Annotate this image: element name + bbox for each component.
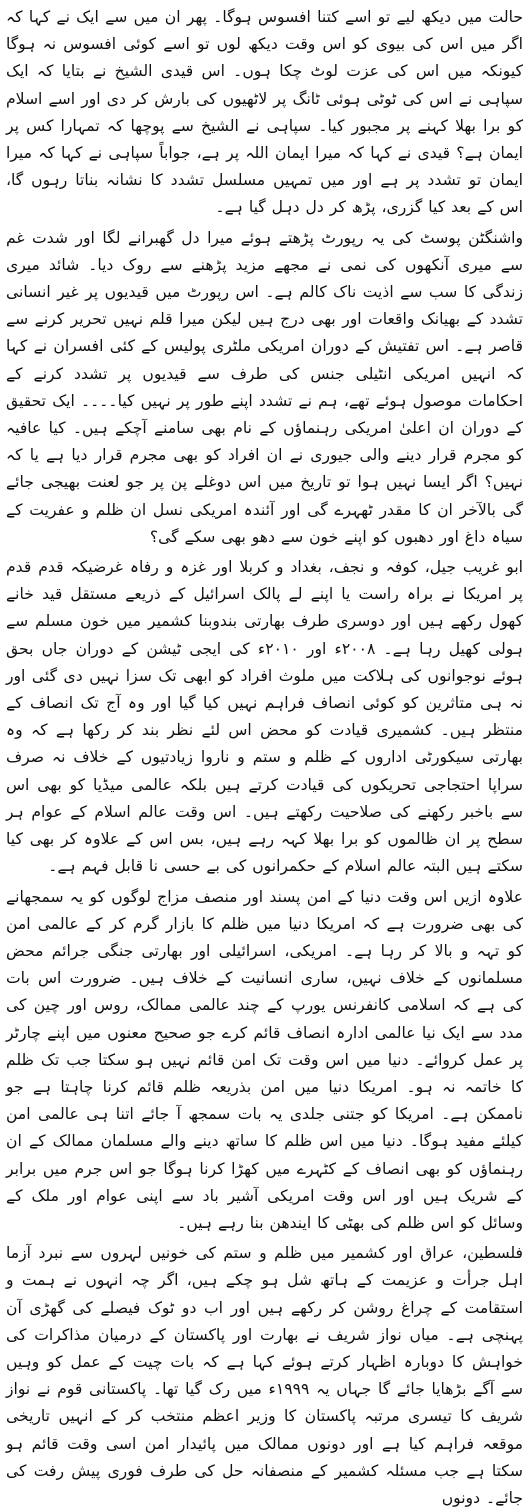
article-paragraph-2: واشنگٹن پوسٹ کی یہ رپورٹ پڑھتے ہوئے میرا دل گھبرانے لگا اور شدت غم سے میری آنکھوں کی نمی نے مجھے مزید پڑھنے سے روک دیا۔ شائد میری زندگی کا سب سے اذیت ناک کالم ہے۔ اس رپورٹ میں قیدیوں پر غیر انسانی تشدد کے بھیانک واقعات اور بھی درج ہیں لیکن میرا قلم نہیں تحریر کرنے سے قاصر ہے۔ اس تفتیش کے دوران امریکی ملٹری پولیس کے کئی افسران نے کہا کہ انہیں امریکی انٹیلی جنس کی طرف سے قیدیوں پر تشدد کرنے کے احکامات موصول ہوئے تھے، ہم نے تشدد اپنے طور پر نہیں کیا۔۔۔۔ ایک تحقیق کے دوران ان اعلیٰ امریکی رہنماؤں کے نام بھی سامنے آچکے ہیں۔ کیا عافیہ کو مجرم قرار دینے والی جیوری نے ان افراد کو بھی مجرم قرار دیا ہے یا کہ نہیں؟ اگر ایسا نہیں ہوا تو تاریخ میں اس دوغلے پن پر جو لعنت بھیجی جائے گی بالآخر ان کا مقدر ٹھہرے گی اور آئندہ امریکی نسل ان ظلم و عفریت کے سیاہ داغ اور دھبوں کو اپنے خون سے دھو بھی سکے گی؟ — [6, 228, 523, 546]
article-paragraph-1: حالت میں دیکھ لیے تو اسے کتنا افسوس ہوگا۔ پھر ان میں سے ایک نے کہا کہ اگر میں اس کی بیوی کو اس وقت دیکھ لوں تو اسے کوئی افسوس نہ ہوگا کیونکہ میں اس کی عزت لوٹ چکا ہوں۔ اس قیدی الشیخ نے بتایا کہ ایک سپاہی نے اس کی ٹوٹی ہوئی ٹانگ پر لاٹھیوں کی بارش کر دی اور اسے اسلام کو برا بھلا کہنے پر مجبور کیا۔ سپاہی نے الشیخ سے پوچھا کہ تمہارا کس پر ایمان ہے؟ قیدی نے کہا کہ میرا ایمان اللہ پر ہے، جواباً سپاہی نے کہا کہ میرا ایمان تو تشدد پر ہے اور میں تمہیں مسلسل تشدد کا نشانہ بناتا رہوں گا، اس کے بعد کیا گزری، پڑھ کر دل دہل گیا ہے۔ — [6, 8, 523, 217]
article-paragraph-5: فلسطین، عراق اور کشمیر میں ظلم و ستم کی خونیں لہروں سے نبرد آزما اہل جرأت و عزیمت کے ہاتھ شل ہو چکے ہیں، اگر چہ انہوں نے ہمت و استقامت کے چراغ روشن کر رکھے ہیں اور اب دو ٹوک فیصلے کی گھڑی آن پہنچی ہے۔ میاں نواز شریف نے بھارت اور پاکستان کے درمیان مذاکرات کی خواہش کا دوبارہ اظہار کرتے ہوئے کہا ہے کہ بات چیت کے عمل کو وہیں سے آگے بڑھایا جائے گا جہاں یہ ۱۹۹۹ء میں رک گیا تھا۔ پاکستانی قوم نے نواز شریف کا تیسری مرتبہ پاکستان کا وزیر اعظم منتخب کر کے انہیں تاریخی موقعہ فراہم کیا ہے اور دونوں ممالک میں پائیدار امن اسی وقت قائم ہو سکتا ہے جب مسئلہ کشمیر کے منصفانہ حل کی طرف فوری پیش رفت کی جائے۔ دونوں — [6, 1244, 523, 1507]
article-paragraph-3: ابو غریب جیل، کوفہ و نجف، بغداد و کربلا اور غزہ و رفاہ غرضیکہ قدم قدم پر امریکا نے براہ راست یا اپنے لے پالک اسرائیل کے ذریعے مستقل قید خانے کھول رکھے ہیں اور دوسری طرف بھارتی بندوبنا کشمیر میں خون مسلم سے ہولی کھیل رہا ہے۔ ۲۰۰۸ء اور ۲۰۱۰ء کی ایجی ٹیشن کے دوران جاں بحق ہوئے نوجوانوں کی ہلاکت میں ملوث افراد کو ابھی تک سزا نہیں دی گئی اور نہ ہی متاثرین کو کوئی انصاف فراہم نہیں کیا گیا اور وہ آج تک انصاف کے منتظر ہیں۔ کشمیری قیادت کو محض اس لئے نظر بند کر رکھا ہے کہ وہ بھارتی سیکورٹی اداروں کے ظلم و ستم و ناروا زیادتیوں کے خلاف نہ صرف سراپا احتجاجی تحریکوں کی قیادت کرتے ہیں بلکہ عالمی میڈیا کو بھی اس سے باخبر رکھنے کی صلاحیت رکھتے ہیں۔ اس وقت عالم اسلام کے عوام ہر سطح پر ان ظالموں کو برا بھلا کہہ رہے ہیں، بس اس کے علاوہ کر بھی کیا سکتے ہیں البتہ عالم اسلام کے حکمرانوں کی بے حسی نا قابل فہم ہے۔ — [6, 558, 523, 876]
article-paragraph-4: علاوہ ازیں اس وقت دنیا کے امن پسند اور منصف مزاج لوگوں کو یہ سمجھانے کی بھی ضرورت ہے کہ امریکا دنیا میں ظلم کا بازار گرم کر کے عالمی امن کو تہہ و بالا کر رہا ہے۔ امریکی، اسرائیلی اور بھارتی جنگی جرائم محض مسلمانوں کے خلاف نہیں، ساری انسانیت کے خلاف ہیں۔ ضرورت اس بات کی ہے کہ اسلامی کانفرنس یورپ کے چند عالمی ممالک، روس اور چین کی مدد سے ایک نیا عالمی ادارہ انصاف قائم کرے جو صحیح معنوں میں اپنے چارٹر پر عمل کروائے۔ دنیا میں اس وقت تک امن قائم نہیں ہو سکتا جب تک ظلم کا خاتمہ نہ ہو۔ امریکا دنیا میں امن بذریعہ ظلم قائم کرنا چاہتا ہے جو ناممکن ہے۔ امریکا کو جتنی جلدی یہ بات سمجھ آ جائے اتنا ہی عالمی امن کیلئے مفید ہوگا۔ دنیا میں اس ظلم کا ساتھ دینے والے مسلمان ممالک کے ان رہنماؤں کو بھی انصاف کے کٹہرے میں کھڑا کرنا ہوگا جو اس جرم میں برابر کے شریک ہیں اور اس وقت امریکی آشیر باد سے اپنی عوام اور ملک کے وسائل کو اس ظلم کی بھٹی کا ایندھن بنا رہے ہیں۔ — [6, 887, 523, 1232]
